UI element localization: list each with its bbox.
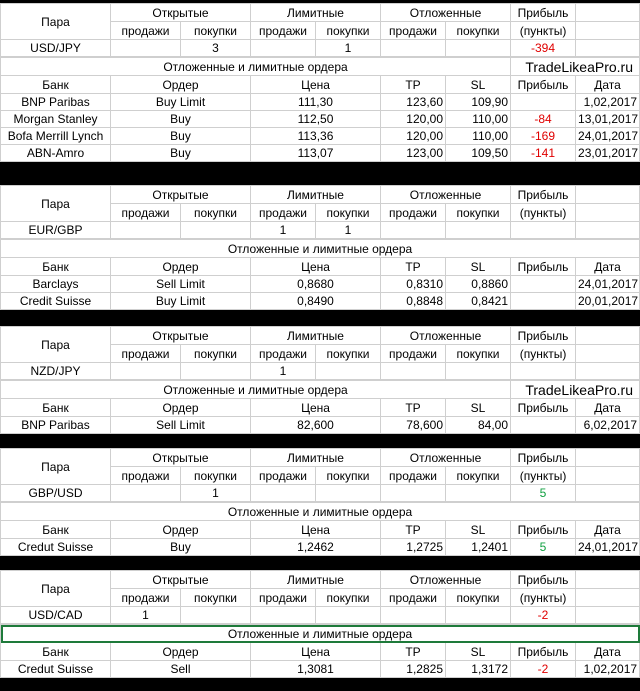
limit-buy-count[interactable]: 1 bbox=[316, 222, 381, 239]
open-sell-count[interactable] bbox=[111, 485, 181, 502]
sl-cell[interactable]: 110,00 bbox=[446, 128, 511, 145]
limit-sell-count[interactable] bbox=[251, 485, 316, 502]
profit-cell[interactable]: -141 bbox=[511, 145, 576, 162]
buy-subheader[interactable]: покупки bbox=[181, 467, 251, 485]
limit-header[interactable]: Лимитные bbox=[251, 186, 381, 204]
buy-subheader[interactable]: покупки bbox=[446, 589, 511, 607]
pair-name[interactable]: NZD/JPY bbox=[1, 363, 111, 380]
price-cell[interactable]: 111,30 bbox=[251, 94, 381, 111]
buy-subheader[interactable]: покупки bbox=[181, 22, 251, 40]
empty-cell[interactable] bbox=[576, 40, 640, 57]
buy-subheader[interactable]: покупки bbox=[446, 467, 511, 485]
empty-cell[interactable] bbox=[576, 327, 640, 345]
price-column-header[interactable]: Цена bbox=[251, 399, 381, 417]
date-column-header[interactable]: Дата bbox=[576, 643, 640, 661]
pair-block bbox=[0, 185, 640, 310]
profit-header[interactable]: Прибыль bbox=[511, 327, 576, 345]
profit-cell[interactable] bbox=[511, 417, 576, 434]
pair-header[interactable]: Пара bbox=[1, 327, 111, 363]
orders-table bbox=[0, 57, 640, 162]
pending-buy-count[interactable] bbox=[446, 363, 511, 380]
order-cell[interactable]: Sell Limit bbox=[111, 276, 251, 293]
limit-sell-count[interactable] bbox=[251, 607, 316, 624]
orders-title[interactable]: Отложенные и лимитные ордера bbox=[1, 625, 640, 643]
limit-sell-count[interactable]: 1 bbox=[251, 222, 316, 239]
open-header[interactable]: Открытые bbox=[111, 449, 251, 467]
limit-buy-count[interactable] bbox=[316, 607, 381, 624]
limit-buy-count[interactable] bbox=[316, 485, 381, 502]
pending-sell-count[interactable] bbox=[381, 485, 446, 502]
price-cell[interactable]: 113,36 bbox=[251, 128, 381, 145]
pair-summary-table bbox=[0, 185, 640, 239]
tp-cell[interactable]: 123,00 bbox=[381, 145, 446, 162]
bank-cell[interactable]: Credut Suisse bbox=[1, 539, 111, 556]
sell-subheader[interactable]: продажи bbox=[381, 589, 446, 607]
limit-sell-count[interactable] bbox=[251, 40, 316, 57]
orders-table bbox=[0, 502, 640, 556]
order-cell[interactable]: Buy Limit bbox=[111, 293, 251, 310]
date-cell[interactable]: 6,02,2017 bbox=[576, 417, 640, 434]
buy-subheader[interactable]: покупки bbox=[316, 204, 381, 222]
sell-subheader[interactable]: продажи bbox=[111, 345, 181, 363]
price-cell[interactable]: 0,8490 bbox=[251, 293, 381, 310]
sell-subheader[interactable]: продажи bbox=[381, 22, 446, 40]
empty-cell[interactable] bbox=[576, 204, 640, 222]
sell-subheader[interactable]: продажи bbox=[251, 589, 316, 607]
empty-cell[interactable] bbox=[576, 467, 640, 485]
order-column-header[interactable]: Ордер bbox=[111, 521, 251, 539]
profit-header[interactable]: Прибыль bbox=[511, 571, 576, 589]
date-cell[interactable]: 24,01,2017 bbox=[576, 128, 640, 145]
limit-sell-count[interactable]: 1 bbox=[251, 363, 316, 380]
order-row bbox=[1, 276, 640, 293]
empty-cell[interactable] bbox=[576, 22, 640, 40]
open-sell-count[interactable] bbox=[111, 363, 181, 380]
buy-subheader[interactable]: покупки bbox=[446, 204, 511, 222]
bank-cell[interactable]: Credut Suisse bbox=[1, 661, 111, 678]
bank-cell[interactable]: Barclays bbox=[1, 276, 111, 293]
open-sell-count[interactable] bbox=[111, 40, 181, 57]
bank-cell[interactable]: ABN-Amro bbox=[1, 145, 111, 162]
points-subheader[interactable]: (пункты) bbox=[511, 22, 576, 40]
price-cell[interactable]: 1,3081 bbox=[251, 661, 381, 678]
points-subheader[interactable]: (пункты) bbox=[511, 467, 576, 485]
orders-title[interactable]: Отложенные и лимитные ордера bbox=[1, 240, 640, 258]
order-cell[interactable]: Buy bbox=[111, 128, 251, 145]
date-column-header[interactable]: Дата bbox=[576, 521, 640, 539]
open-buy-count[interactable]: 1 bbox=[181, 485, 251, 502]
profit-cell[interactable] bbox=[511, 293, 576, 310]
price-column-header[interactable]: Цена bbox=[251, 521, 381, 539]
pending-sell-count[interactable] bbox=[381, 40, 446, 57]
pair-header[interactable]: Пара bbox=[1, 449, 111, 485]
buy-subheader[interactable]: покупки bbox=[316, 345, 381, 363]
order-cell[interactable]: Buy Limit bbox=[111, 94, 251, 111]
buy-subheader[interactable]: покупки bbox=[316, 589, 381, 607]
tp-column-header[interactable]: TP bbox=[381, 76, 446, 94]
tp-column-header[interactable]: TP bbox=[381, 399, 446, 417]
profit-header[interactable]: Прибыль bbox=[511, 449, 576, 467]
tp-cell[interactable]: 0,8848 bbox=[381, 293, 446, 310]
price-cell[interactable]: 0,8680 bbox=[251, 276, 381, 293]
open-buy-count[interactable] bbox=[181, 607, 251, 624]
pair-block bbox=[0, 448, 640, 556]
pair-header[interactable]: Пара bbox=[1, 4, 111, 40]
sl-column-header[interactable]: SL bbox=[446, 258, 511, 276]
sell-subheader[interactable]: продажи bbox=[111, 467, 181, 485]
sell-subheader[interactable]: продажи bbox=[251, 467, 316, 485]
bank-column-header[interactable]: Банк bbox=[1, 521, 111, 539]
order-row bbox=[1, 128, 640, 145]
profit-value[interactable] bbox=[511, 222, 576, 239]
tp-column-header[interactable]: TP bbox=[381, 258, 446, 276]
tp-cell[interactable]: 120,00 bbox=[381, 128, 446, 145]
orders-title[interactable]: Отложенные и лимитные ордера bbox=[1, 58, 511, 76]
tp-cell[interactable]: 1,2725 bbox=[381, 539, 446, 556]
sl-cell[interactable]: 109,50 bbox=[446, 145, 511, 162]
empty-cell[interactable] bbox=[576, 449, 640, 467]
bank-cell[interactable]: BNP Paribas bbox=[1, 417, 111, 434]
pair-block bbox=[0, 570, 640, 678]
buy-subheader[interactable]: покупки bbox=[316, 22, 381, 40]
sell-subheader[interactable]: продажи bbox=[381, 204, 446, 222]
open-header[interactable]: Открытые bbox=[111, 571, 251, 589]
orders-table bbox=[0, 239, 640, 310]
order-cell[interactable]: Buy bbox=[111, 111, 251, 128]
buy-subheader[interactable]: покупки bbox=[316, 467, 381, 485]
empty-cell[interactable] bbox=[576, 4, 640, 22]
empty-cell[interactable] bbox=[576, 345, 640, 363]
sl-column-header[interactable]: SL bbox=[446, 399, 511, 417]
date-cell[interactable]: 24,01,2017 bbox=[576, 539, 640, 556]
bank-cell[interactable]: Bofa Merrill Lynch bbox=[1, 128, 111, 145]
open-buy-count[interactable] bbox=[181, 363, 251, 380]
sell-subheader[interactable]: продажи bbox=[381, 345, 446, 363]
pair-name[interactable]: USD/JPY bbox=[1, 40, 111, 57]
order-column-header[interactable]: Ордер bbox=[111, 399, 251, 417]
buy-subheader[interactable]: покупки bbox=[181, 589, 251, 607]
profit2-column-header[interactable]: Прибыль bbox=[511, 76, 576, 94]
date-cell[interactable]: 24,01,2017 bbox=[576, 276, 640, 293]
profit-value[interactable]: -394 bbox=[511, 40, 576, 57]
sl-cell[interactable]: 109,90 bbox=[446, 94, 511, 111]
sell-subheader[interactable]: продажи bbox=[111, 22, 181, 40]
sl-column-header[interactable]: SL bbox=[446, 521, 511, 539]
date-cell[interactable]: 20,01,2017 bbox=[576, 293, 640, 310]
order-cell[interactable]: Sell Limit bbox=[111, 417, 251, 434]
pair-header[interactable]: Пара bbox=[1, 571, 111, 607]
open-buy-count[interactable]: 3 bbox=[181, 40, 251, 57]
profit-cell[interactable]: -169 bbox=[511, 128, 576, 145]
pair-summary-table bbox=[0, 570, 640, 624]
pair-header[interactable]: Пара bbox=[1, 186, 111, 222]
limit-header[interactable]: Лимитные bbox=[251, 327, 381, 345]
sl-cell[interactable]: 110,00 bbox=[446, 111, 511, 128]
profit-header[interactable]: Прибыль bbox=[511, 4, 576, 22]
profit-value[interactable]: -2 bbox=[511, 607, 576, 624]
empty-cell[interactable] bbox=[576, 589, 640, 607]
open-header[interactable]: Открытые bbox=[111, 327, 251, 345]
price-column-header[interactable]: Цена bbox=[251, 76, 381, 94]
profit2-column-header[interactable]: Прибыль bbox=[511, 258, 576, 276]
empty-cell[interactable] bbox=[576, 186, 640, 204]
bank-column-header[interactable]: Банк bbox=[1, 399, 111, 417]
tp-cell[interactable]: 123,60 bbox=[381, 94, 446, 111]
tp-column-header[interactable]: TP bbox=[381, 643, 446, 661]
buy-subheader[interactable]: покупки bbox=[181, 345, 251, 363]
price-cell[interactable]: 113,07 bbox=[251, 145, 381, 162]
profit-cell[interactable]: -84 bbox=[511, 111, 576, 128]
pending-buy-count[interactable] bbox=[446, 607, 511, 624]
date-cell[interactable]: 13,01,2017 bbox=[576, 111, 640, 128]
orders-table bbox=[0, 624, 640, 678]
bank-column-header[interactable]: Банк bbox=[1, 643, 111, 661]
pending-sell-count[interactable] bbox=[381, 607, 446, 624]
tp-cell[interactable]: 120,00 bbox=[381, 111, 446, 128]
order-row bbox=[1, 661, 640, 678]
pair-block bbox=[0, 326, 640, 434]
sell-subheader[interactable]: продажи bbox=[111, 204, 181, 222]
pending-header[interactable]: Отложенные bbox=[381, 4, 511, 22]
price-cell[interactable]: 82,600 bbox=[251, 417, 381, 434]
pending-header[interactable]: Отложенные bbox=[381, 571, 511, 589]
sl-column-header[interactable]: SL bbox=[446, 76, 511, 94]
tp-cell[interactable]: 78,600 bbox=[381, 417, 446, 434]
sl-cell[interactable]: 1,2401 bbox=[446, 539, 511, 556]
date-column-header[interactable]: Дата bbox=[576, 76, 640, 94]
bank-cell[interactable]: Morgan Stanley bbox=[1, 111, 111, 128]
profit2-column-header[interactable]: Прибыль bbox=[511, 521, 576, 539]
date-cell[interactable]: 1,02,2017 bbox=[576, 94, 640, 111]
pair-summary-table bbox=[0, 3, 640, 57]
brand-label: TradeLikeaPro.ru bbox=[511, 381, 640, 399]
pending-header[interactable]: Отложенные bbox=[381, 327, 511, 345]
pending-buy-count[interactable] bbox=[446, 222, 511, 239]
pending-buy-count[interactable] bbox=[446, 485, 511, 502]
pair-name[interactable]: EUR/GBP bbox=[1, 222, 111, 239]
pending-header[interactable]: Отложенные bbox=[381, 186, 511, 204]
order-column-header[interactable]: Ордер bbox=[111, 258, 251, 276]
order-cell[interactable]: Buy bbox=[111, 539, 251, 556]
date-cell[interactable]: 1,02,2017 bbox=[576, 661, 640, 678]
date-column-header[interactable]: Дата bbox=[576, 258, 640, 276]
points-subheader[interactable]: (пункты) bbox=[511, 204, 576, 222]
limit-header[interactable]: Лимитные bbox=[251, 449, 381, 467]
sell-subheader[interactable]: продажи bbox=[111, 589, 181, 607]
price-cell[interactable]: 112,50 bbox=[251, 111, 381, 128]
open-header[interactable]: Открытые bbox=[111, 186, 251, 204]
order-row bbox=[1, 145, 640, 162]
open-sell-count[interactable] bbox=[111, 222, 181, 239]
open-header[interactable]: Открытые bbox=[111, 4, 251, 22]
tp-cell[interactable]: 1,2825 bbox=[381, 661, 446, 678]
empty-cell[interactable] bbox=[576, 363, 640, 380]
buy-subheader[interactable]: покупки bbox=[446, 22, 511, 40]
empty-cell[interactable] bbox=[576, 607, 640, 624]
sell-subheader[interactable]: продажи bbox=[251, 22, 316, 40]
order-row bbox=[1, 417, 640, 434]
profit2-column-header[interactable]: Прибыль bbox=[511, 399, 576, 417]
pending-buy-count[interactable] bbox=[446, 40, 511, 57]
limit-header[interactable]: Лимитные bbox=[251, 571, 381, 589]
profit-cell[interactable]: 5 bbox=[511, 539, 576, 556]
price-cell[interactable]: 1,2462 bbox=[251, 539, 381, 556]
pair-summary-table bbox=[0, 448, 640, 502]
date-cell[interactable]: 23,01,2017 bbox=[576, 145, 640, 162]
profit-cell[interactable] bbox=[511, 94, 576, 111]
order-row bbox=[1, 539, 640, 556]
limit-buy-count[interactable]: 1 bbox=[316, 40, 381, 57]
price-column-header[interactable]: Цена bbox=[251, 643, 381, 661]
empty-cell[interactable] bbox=[576, 222, 640, 239]
pair-name[interactable]: USD/CAD bbox=[1, 607, 111, 624]
tp-column-header[interactable]: TP bbox=[381, 521, 446, 539]
buy-subheader[interactable]: покупки bbox=[446, 345, 511, 363]
profit-header[interactable]: Прибыль bbox=[511, 186, 576, 204]
bank-column-header[interactable]: Банк bbox=[1, 258, 111, 276]
bank-cell[interactable]: Credit Suisse bbox=[1, 293, 111, 310]
sl-cell[interactable]: 0,8860 bbox=[446, 276, 511, 293]
profit-cell[interactable]: -2 bbox=[511, 661, 576, 678]
sl-cell[interactable]: 1,3172 bbox=[446, 661, 511, 678]
bank-column-header[interactable]: Банк bbox=[1, 76, 111, 94]
open-buy-count[interactable] bbox=[181, 222, 251, 239]
pair-name[interactable]: GBP/USD bbox=[1, 485, 111, 502]
order-column-header[interactable]: Ордер bbox=[111, 76, 251, 94]
order-row bbox=[1, 111, 640, 128]
profit2-column-header[interactable]: Прибыль bbox=[511, 643, 576, 661]
pending-header[interactable]: Отложенные bbox=[381, 449, 511, 467]
profit-cell[interactable] bbox=[511, 276, 576, 293]
brand-label: TradeLikeaPro.ru bbox=[511, 58, 640, 76]
pending-sell-count[interactable] bbox=[381, 222, 446, 239]
buy-subheader[interactable]: покупки bbox=[181, 204, 251, 222]
empty-cell[interactable] bbox=[576, 485, 640, 502]
sell-subheader[interactable]: продажи bbox=[251, 345, 316, 363]
tp-cell[interactable]: 0,8310 bbox=[381, 276, 446, 293]
limit-header[interactable]: Лимитные bbox=[251, 4, 381, 22]
order-row bbox=[1, 293, 640, 310]
order-row bbox=[1, 94, 640, 111]
points-subheader[interactable]: (пункты) bbox=[511, 589, 576, 607]
profit-value[interactable]: 5 bbox=[511, 485, 576, 502]
open-sell-count[interactable]: 1 bbox=[111, 607, 181, 624]
orders-table bbox=[0, 380, 640, 434]
limit-buy-count[interactable] bbox=[316, 363, 381, 380]
pair-block bbox=[0, 3, 640, 162]
sl-cell[interactable]: 84,00 bbox=[446, 417, 511, 434]
order-cell[interactable]: Sell bbox=[111, 661, 251, 678]
points-subheader[interactable]: (пункты) bbox=[511, 345, 576, 363]
orders-title[interactable]: Отложенные и лимитные ордера bbox=[1, 381, 511, 399]
sell-subheader[interactable]: продажи bbox=[251, 204, 316, 222]
sell-subheader[interactable]: продажи bbox=[381, 467, 446, 485]
sl-column-header[interactable]: SL bbox=[446, 643, 511, 661]
order-cell[interactable]: Buy bbox=[111, 145, 251, 162]
bank-cell[interactable]: BNP Paribas bbox=[1, 94, 111, 111]
orders-title[interactable]: Отложенные и лимитные ордера bbox=[1, 503, 640, 521]
sl-cell[interactable]: 0,8421 bbox=[446, 293, 511, 310]
price-column-header[interactable]: Цена bbox=[251, 258, 381, 276]
empty-cell[interactable] bbox=[576, 571, 640, 589]
order-column-header[interactable]: Ордер bbox=[111, 643, 251, 661]
pending-sell-count[interactable] bbox=[381, 363, 446, 380]
profit-value[interactable] bbox=[511, 363, 576, 380]
pair-summary-table bbox=[0, 326, 640, 380]
date-column-header[interactable]: Дата bbox=[576, 399, 640, 417]
